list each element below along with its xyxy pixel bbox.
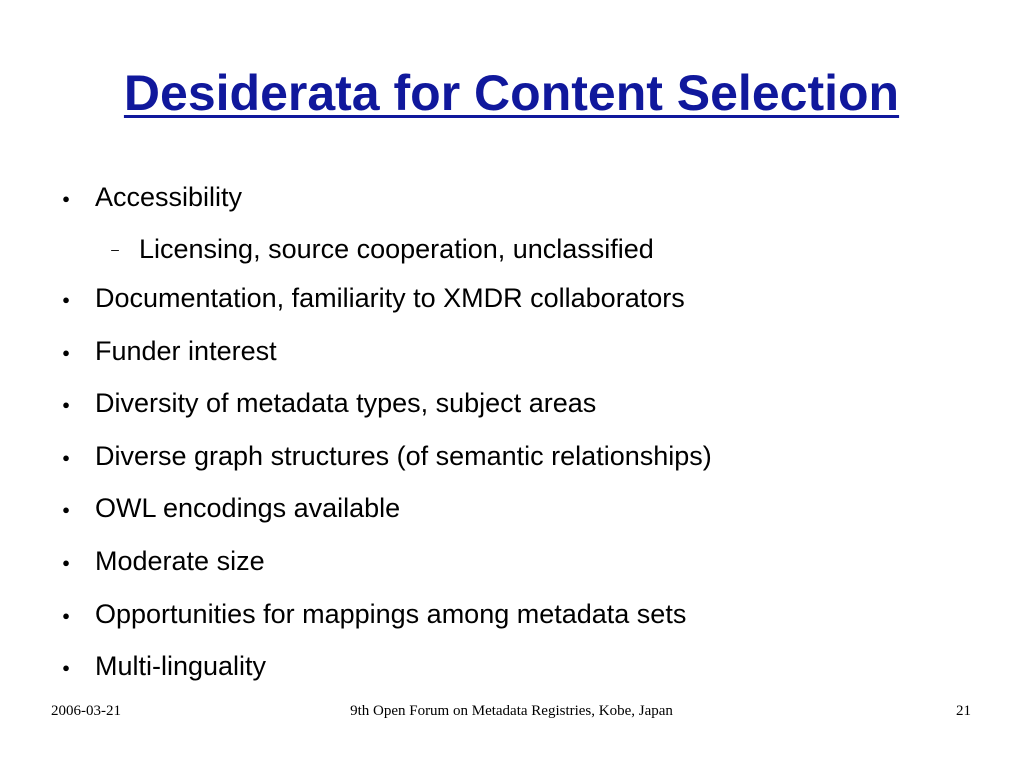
bullet-dot-icon: ● — [62, 502, 70, 517]
slide-title-text: Desiderata for Content Selection — [123, 65, 900, 121]
bullet-item — [0, 278, 1000, 318]
bullet-text: OWL encodings available — [95, 493, 401, 523]
bullet-dot-icon: ● — [62, 292, 70, 307]
bullet-dot-icon: ● — [62, 345, 70, 360]
sub-bullet-item — [0, 229, 1000, 269]
bullet-dot-icon: ● — [62, 608, 70, 623]
bullet-text: Documentation, familiarity to XMDR collaborators — [95, 283, 685, 313]
sub-bullet-text: Licensing, source cooperation, unclassified — [139, 234, 654, 264]
bullet-item — [0, 331, 1000, 371]
bullet-item — [0, 436, 1000, 476]
bullet-dot-icon: ● — [62, 555, 70, 570]
bullet-text: Opportunities for mappings among metadata sets — [95, 599, 687, 629]
bullet-item — [0, 646, 1000, 686]
bullet-dot-icon: ● — [62, 660, 70, 675]
bullet-dot-icon: ● — [62, 450, 70, 465]
bullet-item — [0, 488, 1000, 528]
bullet-item — [0, 177, 1000, 217]
bullet-item — [0, 383, 1000, 423]
bullet-dot-icon: ● — [62, 397, 70, 412]
bullet-text: Diverse graph structures (of semantic relationships) — [95, 441, 712, 471]
bullet-dot-icon: ● — [62, 191, 70, 206]
bullet-text: Accessibility — [95, 182, 243, 212]
bullet-text: Moderate size — [95, 546, 265, 576]
bullet-item — [0, 541, 1000, 581]
bullet-text: Diversity of metadata types, subject areas — [95, 388, 597, 418]
dash-icon: – — [111, 241, 119, 257]
footer-event: 9th Open Forum on Metadata Registries, Kobe, Japan — [350, 703, 673, 719]
bullet-text: Funder interest — [95, 336, 277, 366]
footer-date: 2006-03-21 — [51, 703, 121, 719]
bullet-text: Multi-linguality — [95, 651, 267, 681]
bullet-item — [0, 594, 1000, 634]
footer-page-number: 21 — [956, 703, 971, 719]
